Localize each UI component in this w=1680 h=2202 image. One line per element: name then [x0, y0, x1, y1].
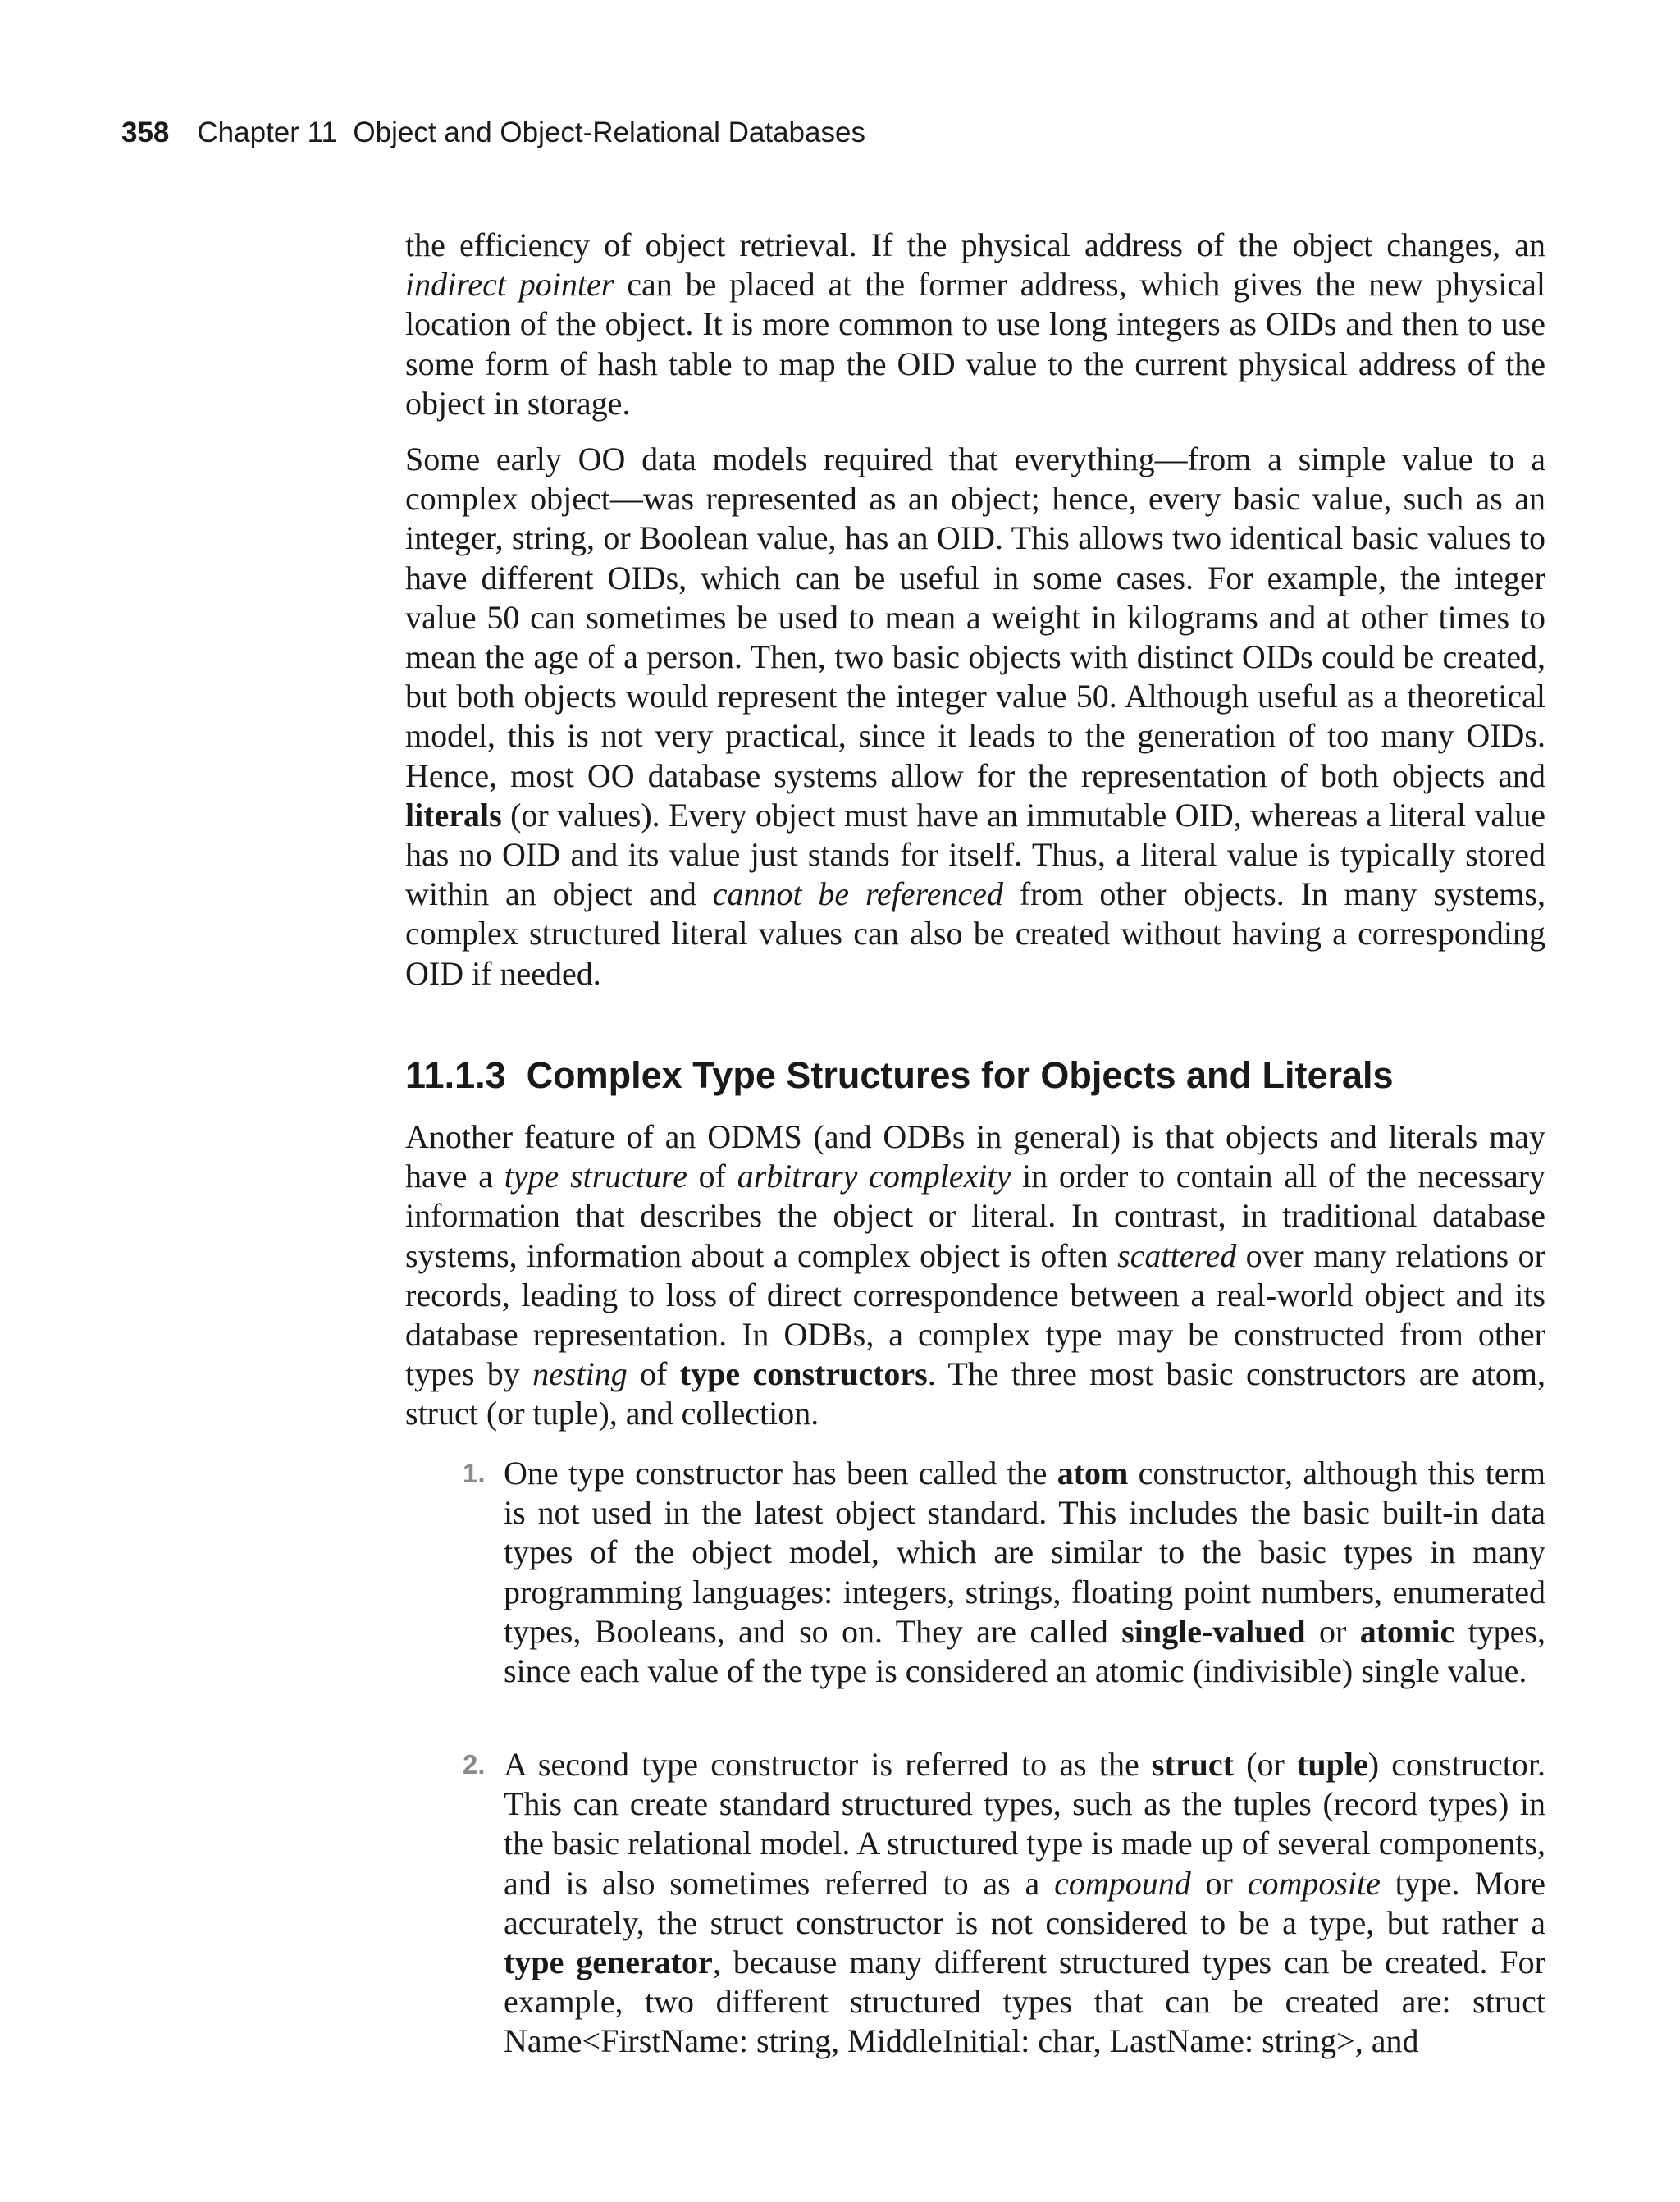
list-item-struct: 2. A second type constructor is referred to as the struct (or tuple) constructor. This can create standard structured types, such as the tuples (record types) in the basic relational model. A structured type is made up of several components, and is also sometimes referred to as a compound or composite type. More accurately, the struct constructor is not considered to be a type, but rather a type generator, because many different structured types can be created. For example, two different structured types that can be created are: struct Name<FirstName: string, MiddleInitial: char, LastName: string>, and [463, 1746, 1546, 2060]
list-number: 2. [463, 1749, 486, 1779]
chapter-title: Chapter 11 Object and Object-Relational Databases [197, 116, 865, 148]
term-indirect-pointer: indirect pointer [405, 266, 614, 304]
term-literals: literals [405, 796, 502, 834]
list-item-atom: 1. One type constructor has been called the atom constructor, although this term is not used in the latest object standard. This includes the basic built-in data types of the object model, which are similar to the basic types in many programming languages: integers, strings, floating point numbers, enumerated types, Booleans, and so on. They are called single-valued or atomic types, since each value of the type is considered an atomic (indivisible) single value. [463, 1455, 1546, 1690]
running-head [121, 116, 865, 149]
term-cannot-be-referenced: cannot be referenced [712, 875, 1004, 913]
list-number: 1. [463, 1458, 486, 1488]
paragraph-oid-efficiency: the efficiency of object retrieval. If the physical address of the object changes, an indirect pointer can be placed at the former address, which gives the new physical location of the object. It is more common to use long integers as OIDs and then to use some form of hash table to map the OID value to the current physical address of the object in storage. [405, 226, 1546, 422]
term-type-constructors: type constructors [679, 1355, 928, 1393]
paragraph-type-structures: Another feature of an ODMS (and ODBs in general) is that objects and literals may have a type structure of arbitrary complexity in order to contain all of the necessary information that describes the object or literal. In contrast, in traditional database systems, information about a complex object is often scattered over many relations or records, leading to loss of direct correspondence between a real-world object and its database representation. In ODBs, a complex type may be constructed from other types by nesting of type constructors. The three most basic constructors are atom, struct (or tuple), and collection. [405, 1118, 1546, 1432]
paragraph-literals: Some early OO data models required that everything—from a simple value to a complex object—was represented as an object; hence, every basic value, such as an integer, string, or Boolean value, has an OID. This allows two identical basic values to have different OIDs, which can be useful in some cases. For example, the integer value 50 can sometimes be used to mean a weight in kilograms and at other times to mean the age of a person. Then, two basic objects with distinct OIDs could be created, but both objects would represent the integer value 50. Although useful as a theoretical model, this is not very practical, since it leads to the generation of too many OIDs. Hence, most OO database systems allow for the representation of both objects and literals (or values). Every object must have an immutable OID, whereas a literal value has no OID and its value just stands for itself. Thus, a literal value is typically stored within an object and cannot be referenced from other objects. In many systems, complex structured literal values can also be created without having a corresponding OID if needed. [405, 441, 1545, 992]
section-heading: 11.1.3 Complex Type Structures for Objects and Literals [405, 1054, 1394, 1096]
page-number: 358 [121, 116, 170, 148]
